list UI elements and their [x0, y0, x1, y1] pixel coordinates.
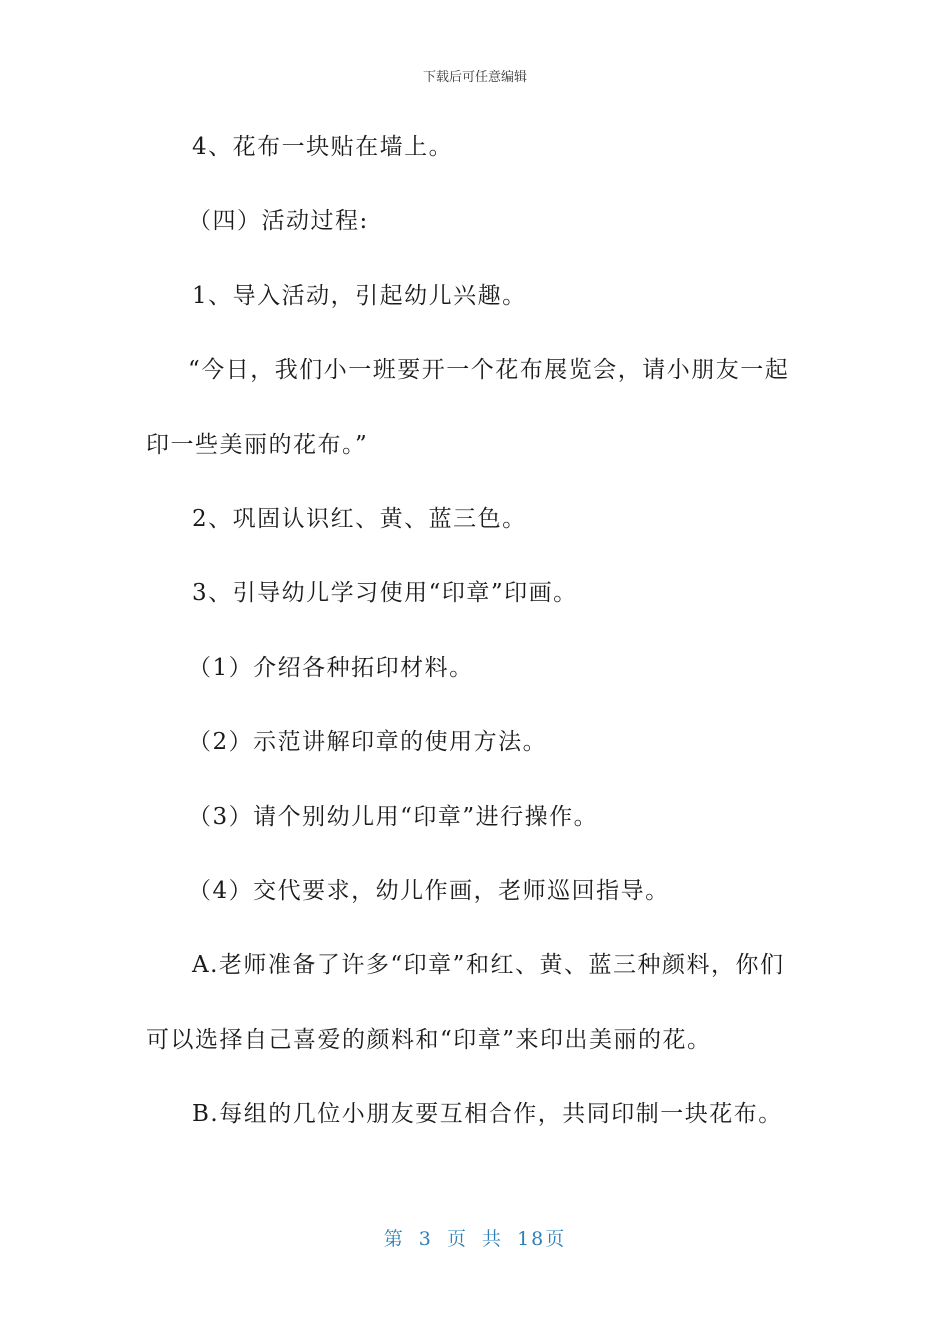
- paragraph-line: 印一些美丽的花布。”: [146, 431, 369, 458]
- paragraph-line: “今日，我们小一班要开一个花布展览会，请小朋友一起: [188, 357, 790, 384]
- paragraph-line: 1、导入活动，引起幼儿兴趣。: [192, 282, 527, 309]
- paragraph-line: （2）示范讲解印章的使用方法。: [188, 729, 548, 756]
- footer-gong: 共: [482, 1228, 504, 1250]
- header-note: 下载后可任意编辑: [422, 70, 527, 85]
- paragraph-line: （1）介绍各种拓印材料。: [188, 654, 474, 681]
- paragraph-line: 3、引导幼儿学习使用“印章”印画。: [192, 580, 578, 607]
- section-heading: （四）活动过程:: [188, 208, 369, 235]
- paragraph-line: 可以选择自己喜爱的颜料和“印章”来印出美丽的花。: [146, 1026, 712, 1053]
- body-text: [146, 127, 806, 1168]
- footer-current-page: 3: [418, 1228, 433, 1250]
- footer-ye: 页: [446, 1228, 468, 1250]
- paragraph-line: （4）交代要求，幼儿作画，老师巡回指导。: [188, 877, 670, 904]
- paragraph-line: （3）请个别幼儿用“印章”进行操作。: [188, 803, 599, 830]
- paragraph-line: 4、花布一块贴在墙上。: [192, 134, 454, 160]
- paragraph-line: 2、巩固认识红、黄、蓝三色。: [192, 505, 527, 532]
- footer-di: 第: [383, 1228, 405, 1250]
- page-footer: [0, 1224, 950, 1251]
- paragraph-line: B.每组的几位小朋友要互相合作，共同印制一块花布。: [192, 1101, 783, 1128]
- paragraph-line: A.老师准备了许多“印章”和红、黄、蓝三种颜料，你们: [192, 952, 785, 979]
- footer-total-pages: 18页: [517, 1228, 567, 1250]
